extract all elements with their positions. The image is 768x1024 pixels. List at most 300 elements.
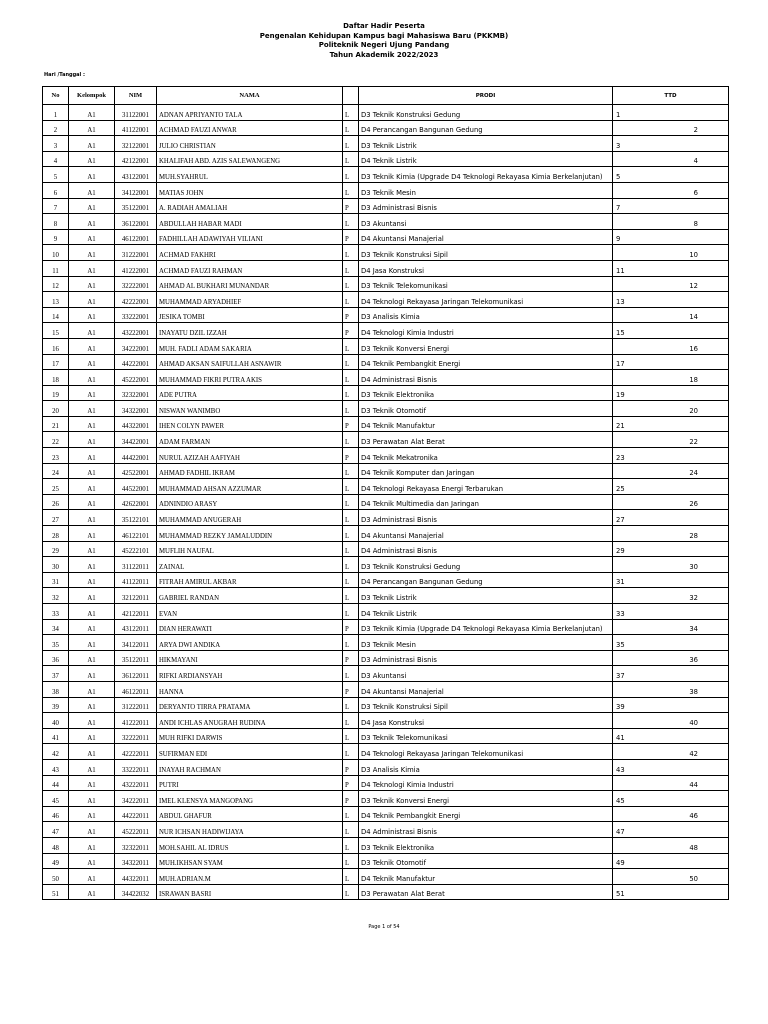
row-gender: L xyxy=(343,713,359,729)
row-gender: L xyxy=(343,697,359,713)
row-no: 24 xyxy=(43,463,69,479)
row-nim: 35122001 xyxy=(115,198,157,214)
row-gender: L xyxy=(343,666,359,682)
row-prodi: D4 Teknik Komputer dan Jaringan xyxy=(359,463,613,479)
row-nama: NUR ICHSAN HADIWIJAYA xyxy=(157,822,343,838)
row-kelompok: A1 xyxy=(69,510,115,526)
row-nim: 42522001 xyxy=(115,463,157,479)
row-nama: DERYANTO TIRRA PRATAMA xyxy=(157,697,343,713)
row-signature: 21 xyxy=(613,416,729,432)
row-signature: 17 xyxy=(613,354,729,370)
row-prodi: D4 Administrasi Bisnis xyxy=(359,541,613,557)
row-nama: PUTRI xyxy=(157,775,343,791)
row-nim: 41222001 xyxy=(115,260,157,276)
row-nama: ABDUL GHAFUR xyxy=(157,806,343,822)
row-gender: L xyxy=(343,604,359,620)
row-prodi: D3 Teknik Elektronika xyxy=(359,837,613,853)
row-kelompok: A1 xyxy=(69,604,115,620)
row-signature: 22 xyxy=(613,432,729,448)
row-nama: MUHAMMAD ANUGERAH xyxy=(157,510,343,526)
row-nim: 44322011 xyxy=(115,869,157,885)
row-kelompok: A1 xyxy=(69,806,115,822)
row-prodi: D4 Teknik Pembangkit Energi xyxy=(359,354,613,370)
table-row xyxy=(43,448,729,464)
header-event: Pengenalan Kehidupan Kampus bagi Mahasiswa Baru (PKKMB) xyxy=(259,31,509,40)
row-signature: 16 xyxy=(613,338,729,354)
row-signature: 28 xyxy=(613,526,729,542)
table-row xyxy=(43,822,729,838)
row-prodi: D4 Teknik Manufaktur xyxy=(359,869,613,885)
row-nim: 35122011 xyxy=(115,650,157,666)
row-prodi: D3 Teknik Konstruksi Gedung xyxy=(359,557,613,573)
row-kelompok: A1 xyxy=(69,229,115,245)
row-nim: 44522001 xyxy=(115,479,157,495)
row-nim: 43222001 xyxy=(115,323,157,339)
row-nama: INAYAH RACHMAN xyxy=(157,759,343,775)
table-row xyxy=(43,370,729,386)
table-row xyxy=(43,479,729,495)
row-nim: 43122011 xyxy=(115,619,157,635)
row-prodi: D3 Teknik Kimia (Upgrade D4 Teknologi Rekayasa Kimia Berkelanjutan) xyxy=(359,167,613,183)
row-nama: JESIKA TOMBI xyxy=(157,307,343,323)
col-header-no: No xyxy=(43,87,69,105)
row-prodi: D4 Teknik Multimedia dan Jaringan xyxy=(359,494,613,510)
row-prodi: D3 Akuntansi xyxy=(359,666,613,682)
row-no: 28 xyxy=(43,526,69,542)
row-gender: P xyxy=(343,791,359,807)
row-kelompok: A1 xyxy=(69,338,115,354)
table-row xyxy=(43,510,729,526)
row-kelompok: A1 xyxy=(69,650,115,666)
row-nama: NISWAN WANIMBO xyxy=(157,401,343,417)
row-gender: L xyxy=(343,214,359,230)
row-signature: 20 xyxy=(613,401,729,417)
row-kelompok: A1 xyxy=(69,526,115,542)
row-gender: P xyxy=(343,619,359,635)
row-no: 39 xyxy=(43,697,69,713)
row-signature: 37 xyxy=(613,666,729,682)
header-institution: Politeknik Negeri Ujung Pandang xyxy=(318,41,450,49)
row-prodi: D4 Jasa Konstruksi xyxy=(359,713,613,729)
row-signature: 23 xyxy=(613,448,729,464)
row-nim: 32222001 xyxy=(115,276,157,292)
row-gender: L xyxy=(343,260,359,276)
row-kelompok: A1 xyxy=(69,666,115,682)
table-row xyxy=(43,806,729,822)
row-prodi: D3 Teknik Elektronika xyxy=(359,385,613,401)
table-row xyxy=(43,136,729,152)
row-prodi: D4 Akuntansi Manajerial xyxy=(359,526,613,542)
row-signature: 30 xyxy=(613,557,729,573)
row-signature: 15 xyxy=(613,323,729,339)
row-no: 15 xyxy=(43,323,69,339)
row-signature: 25 xyxy=(613,479,729,495)
row-nim: 46122011 xyxy=(115,681,157,697)
row-kelompok: A1 xyxy=(69,151,115,167)
row-no: 10 xyxy=(43,245,69,261)
row-kelompok: A1 xyxy=(69,323,115,339)
table-row xyxy=(43,869,729,885)
date-label: Hari /Tanggal : xyxy=(44,72,85,78)
row-prodi: D3 Teknik Konstruksi Gedung xyxy=(359,105,613,121)
row-gender: L xyxy=(343,510,359,526)
row-kelompok: A1 xyxy=(69,292,115,308)
row-no: 13 xyxy=(43,292,69,308)
row-gender: P xyxy=(343,775,359,791)
row-nama: INAYATU DZIL IZZAH xyxy=(157,323,343,339)
row-nim: 44422001 xyxy=(115,448,157,464)
row-no: 18 xyxy=(43,370,69,386)
row-kelompok: A1 xyxy=(69,759,115,775)
row-gender: L xyxy=(343,136,359,152)
table-row xyxy=(43,588,729,604)
row-signature: 2 xyxy=(613,120,729,136)
row-gender: L xyxy=(343,822,359,838)
row-gender: L xyxy=(343,557,359,573)
row-prodi: D3 Teknik Listrik xyxy=(359,136,613,152)
row-signature: 34 xyxy=(613,619,729,635)
row-kelompok: A1 xyxy=(69,182,115,198)
row-no: 32 xyxy=(43,588,69,604)
row-no: 8 xyxy=(43,214,69,230)
row-gender: L xyxy=(343,744,359,760)
table-row xyxy=(43,744,729,760)
row-kelompok: A1 xyxy=(69,448,115,464)
document-header xyxy=(0,22,768,60)
row-signature: 40 xyxy=(613,713,729,729)
row-no: 7 xyxy=(43,198,69,214)
row-gender: L xyxy=(343,526,359,542)
row-nim: 36122011 xyxy=(115,666,157,682)
row-no: 1 xyxy=(43,105,69,121)
row-nim: 34122001 xyxy=(115,182,157,198)
row-nim: 45222011 xyxy=(115,822,157,838)
row-no: 2 xyxy=(43,120,69,136)
row-nama: EVAN xyxy=(157,604,343,620)
row-prodi: D3 Teknik Konstruksi Sipil xyxy=(359,697,613,713)
row-nama: MOH.SAHIL AL IDRUS xyxy=(157,837,343,853)
row-nama: ACHMAD FAKHRI xyxy=(157,245,343,261)
row-gender: L xyxy=(343,338,359,354)
row-nim: 31122001 xyxy=(115,105,157,121)
row-no: 9 xyxy=(43,229,69,245)
row-no: 40 xyxy=(43,713,69,729)
table-header-row xyxy=(43,87,729,105)
row-gender: P xyxy=(343,759,359,775)
row-gender: P xyxy=(343,307,359,323)
row-signature: 7 xyxy=(613,198,729,214)
table-row xyxy=(43,276,729,292)
row-gender: L xyxy=(343,494,359,510)
row-nim: 46122101 xyxy=(115,526,157,542)
row-nama: ADNINDIO ARASY xyxy=(157,494,343,510)
row-nama: DIAN HERAWATI xyxy=(157,619,343,635)
row-nim: 34222001 xyxy=(115,338,157,354)
row-no: 4 xyxy=(43,151,69,167)
row-prodi: D4 Akuntansi Manajerial xyxy=(359,229,613,245)
row-nim: 42122011 xyxy=(115,604,157,620)
row-nim: 42122001 xyxy=(115,151,157,167)
row-no: 34 xyxy=(43,619,69,635)
row-signature: 33 xyxy=(613,604,729,620)
row-prodi: D4 Administrasi Bisnis xyxy=(359,370,613,386)
row-kelompok: A1 xyxy=(69,432,115,448)
row-gender: L xyxy=(343,292,359,308)
table-row xyxy=(43,198,729,214)
row-nama: FADHILLAH ADAWIYAH VILIANI xyxy=(157,229,343,245)
row-nama: HANNA xyxy=(157,681,343,697)
table-row xyxy=(43,463,729,479)
row-no: 47 xyxy=(43,822,69,838)
row-no: 16 xyxy=(43,338,69,354)
row-signature: 44 xyxy=(613,775,729,791)
row-prodi: D3 Teknik Listrik xyxy=(359,588,613,604)
row-signature: 27 xyxy=(613,510,729,526)
row-signature: 10 xyxy=(613,245,729,261)
row-gender: P xyxy=(343,416,359,432)
row-kelompok: A1 xyxy=(69,869,115,885)
row-no: 50 xyxy=(43,869,69,885)
row-kelompok: A1 xyxy=(69,884,115,900)
row-gender: L xyxy=(343,572,359,588)
table-row xyxy=(43,229,729,245)
row-nama: GABRIEL RANDAN xyxy=(157,588,343,604)
row-nama: ADE PUTRA xyxy=(157,385,343,401)
row-kelompok: A1 xyxy=(69,214,115,230)
col-header-jk xyxy=(343,87,359,105)
row-prodi: D4 Jasa Konstruksi xyxy=(359,260,613,276)
row-no: 26 xyxy=(43,494,69,510)
row-kelompok: A1 xyxy=(69,370,115,386)
row-prodi: D4 Teknik Listrik xyxy=(359,151,613,167)
row-signature: 18 xyxy=(613,370,729,386)
table-row xyxy=(43,619,729,635)
row-nim: 45222101 xyxy=(115,541,157,557)
row-gender: L xyxy=(343,869,359,885)
row-no: 37 xyxy=(43,666,69,682)
attendance-table xyxy=(42,86,729,900)
row-prodi: D3 Teknik Telekomunikasi xyxy=(359,276,613,292)
row-no: 6 xyxy=(43,182,69,198)
row-signature: 6 xyxy=(613,182,729,198)
row-prodi: D3 Administrasi Bisnis xyxy=(359,650,613,666)
row-no: 36 xyxy=(43,650,69,666)
row-nim: 42222011 xyxy=(115,744,157,760)
row-signature: 24 xyxy=(613,463,729,479)
row-nama: ACHMAD FAUZI ANWAR xyxy=(157,120,343,136)
row-prodi: D3 Teknik Otomotif xyxy=(359,401,613,417)
row-no: 43 xyxy=(43,759,69,775)
row-nama: AHMAD FADHIL IKRAM xyxy=(157,463,343,479)
row-kelompok: A1 xyxy=(69,136,115,152)
row-no: 14 xyxy=(43,307,69,323)
table-row xyxy=(43,635,729,651)
table-row xyxy=(43,728,729,744)
row-no: 22 xyxy=(43,432,69,448)
row-kelompok: A1 xyxy=(69,198,115,214)
row-gender: L xyxy=(343,401,359,417)
row-no: 5 xyxy=(43,167,69,183)
row-signature: 4 xyxy=(613,151,729,167)
row-prodi: D3 Perawatan Alat Berat xyxy=(359,884,613,900)
table-row xyxy=(43,650,729,666)
row-prodi: D4 Akuntansi Manajerial xyxy=(359,681,613,697)
table-row xyxy=(43,791,729,807)
row-prodi: D4 Teknik Listrik xyxy=(359,604,613,620)
row-nim: 44322001 xyxy=(115,416,157,432)
row-nim: 31122011 xyxy=(115,557,157,573)
row-no: 46 xyxy=(43,806,69,822)
row-signature: 14 xyxy=(613,307,729,323)
row-nim: 34322001 xyxy=(115,401,157,417)
row-nim: 32122011 xyxy=(115,588,157,604)
row-prodi: D4 Teknologi Rekayasa Jaringan Telekomunikasi xyxy=(359,744,613,760)
row-kelompok: A1 xyxy=(69,822,115,838)
table-row xyxy=(43,884,729,900)
row-prodi: D3 Teknik Mesin xyxy=(359,182,613,198)
table-row xyxy=(43,260,729,276)
row-prodi: D3 Teknik Konversi Energi xyxy=(359,791,613,807)
row-signature: 50 xyxy=(613,869,729,885)
col-header-nim: NIM xyxy=(115,87,157,105)
row-nama: MUH RIFKI DARWIS xyxy=(157,728,343,744)
row-nim: 42622001 xyxy=(115,494,157,510)
row-gender: L xyxy=(343,635,359,651)
row-nama: AHMAD AL BUKHARI MUNANDAR xyxy=(157,276,343,292)
row-nama: HIKMAYANI xyxy=(157,650,343,666)
table-row xyxy=(43,167,729,183)
row-nim: 41122001 xyxy=(115,120,157,136)
row-no: 48 xyxy=(43,837,69,853)
row-nama: MUH.ADRIAN.M xyxy=(157,869,343,885)
row-nama: SUFIRMAN EDI xyxy=(157,744,343,760)
table-row xyxy=(43,697,729,713)
table-row xyxy=(43,666,729,682)
row-kelompok: A1 xyxy=(69,588,115,604)
row-no: 11 xyxy=(43,260,69,276)
row-no: 45 xyxy=(43,791,69,807)
row-nama: ARYA DWI ANDIKA xyxy=(157,635,343,651)
row-gender: L xyxy=(343,541,359,557)
row-signature: 29 xyxy=(613,541,729,557)
table-row xyxy=(43,151,729,167)
row-gender: L xyxy=(343,806,359,822)
row-nama: ACHMAD FAUZI RAHMAN xyxy=(157,260,343,276)
row-prodi: D3 Teknik Konversi Energi xyxy=(359,338,613,354)
row-kelompok: A1 xyxy=(69,713,115,729)
col-header-prodi: PRODI xyxy=(359,87,613,105)
row-nim: 45222001 xyxy=(115,370,157,386)
table-row xyxy=(43,775,729,791)
row-nama: MUFLIH NAUFAL xyxy=(157,541,343,557)
row-nim: 43222011 xyxy=(115,775,157,791)
row-kelompok: A1 xyxy=(69,245,115,261)
header-title: Daftar Hadir Peserta xyxy=(343,22,425,30)
table-row xyxy=(43,432,729,448)
row-no: 17 xyxy=(43,354,69,370)
row-nama: A. RADIAH AMALIAH xyxy=(157,198,343,214)
row-prodi: D3 Administrasi Bisnis xyxy=(359,510,613,526)
row-gender: L xyxy=(343,479,359,495)
row-no: 23 xyxy=(43,448,69,464)
row-prodi: D4 Teknologi Rekayasa Energi Terbarukan xyxy=(359,479,613,495)
row-nim: 36122001 xyxy=(115,214,157,230)
row-signature: 48 xyxy=(613,837,729,853)
row-kelompok: A1 xyxy=(69,401,115,417)
row-gender: L xyxy=(343,463,359,479)
row-nama: MUHAMMAD REZKY JAMALUDDIN xyxy=(157,526,343,542)
row-nama: AHMAD AKSAN SAIFULLAH ASNAWIR xyxy=(157,354,343,370)
row-no: 27 xyxy=(43,510,69,526)
row-nama: MUHAMMAD ARYADHIEF xyxy=(157,292,343,308)
row-nama: KHALIFAH ABD. AZIS SALEWANGENG xyxy=(157,151,343,167)
row-no: 29 xyxy=(43,541,69,557)
row-prodi: D4 Administrasi Bisnis xyxy=(359,822,613,838)
row-gender: L xyxy=(343,370,359,386)
row-nim: 46122001 xyxy=(115,229,157,245)
row-kelompok: A1 xyxy=(69,681,115,697)
row-prodi: D3 Administrasi Bisnis xyxy=(359,198,613,214)
row-nama: MATIAS JOHN xyxy=(157,182,343,198)
row-nim: 41122011 xyxy=(115,572,157,588)
row-nama: JULIO CHRISTIAN xyxy=(157,136,343,152)
row-kelompok: A1 xyxy=(69,354,115,370)
row-kelompok: A1 xyxy=(69,120,115,136)
row-gender: P xyxy=(343,681,359,697)
table-row xyxy=(43,759,729,775)
row-no: 41 xyxy=(43,728,69,744)
row-gender: L xyxy=(343,728,359,744)
row-no: 42 xyxy=(43,744,69,760)
row-no: 30 xyxy=(43,557,69,573)
row-kelompok: A1 xyxy=(69,853,115,869)
row-no: 44 xyxy=(43,775,69,791)
row-signature: 49 xyxy=(613,853,729,869)
table-row xyxy=(43,120,729,136)
row-kelompok: A1 xyxy=(69,775,115,791)
row-nama: NURUL AZIZAH AAFIYAH xyxy=(157,448,343,464)
row-gender: L xyxy=(343,853,359,869)
row-nim: 32322011 xyxy=(115,837,157,853)
row-prodi: D4 Teknologi Kimia Industri xyxy=(359,323,613,339)
row-prodi: D4 Teknik Mekatronika xyxy=(359,448,613,464)
row-gender: P xyxy=(343,198,359,214)
row-signature: 11 xyxy=(613,260,729,276)
row-prodi: D4 Teknik Manufaktur xyxy=(359,416,613,432)
table-row xyxy=(43,307,729,323)
row-nim: 43122001 xyxy=(115,167,157,183)
row-nim: 41222011 xyxy=(115,713,157,729)
row-gender: L xyxy=(343,120,359,136)
table-row xyxy=(43,105,729,121)
row-prodi: D3 Teknik Otomotif xyxy=(359,853,613,869)
row-nama: IHEN COLYN PAWER xyxy=(157,416,343,432)
row-kelompok: A1 xyxy=(69,619,115,635)
table-row xyxy=(43,182,729,198)
row-signature: 3 xyxy=(613,136,729,152)
row-nama: MUH.IKHSAN SYAM xyxy=(157,853,343,869)
row-kelompok: A1 xyxy=(69,837,115,853)
table-row xyxy=(43,853,729,869)
row-signature: 36 xyxy=(613,650,729,666)
table-row xyxy=(43,401,729,417)
row-signature: 39 xyxy=(613,697,729,713)
row-gender: P xyxy=(343,448,359,464)
row-signature: 19 xyxy=(613,385,729,401)
row-signature: 42 xyxy=(613,744,729,760)
row-nama: ADAM FARMAN xyxy=(157,432,343,448)
table-row xyxy=(43,713,729,729)
